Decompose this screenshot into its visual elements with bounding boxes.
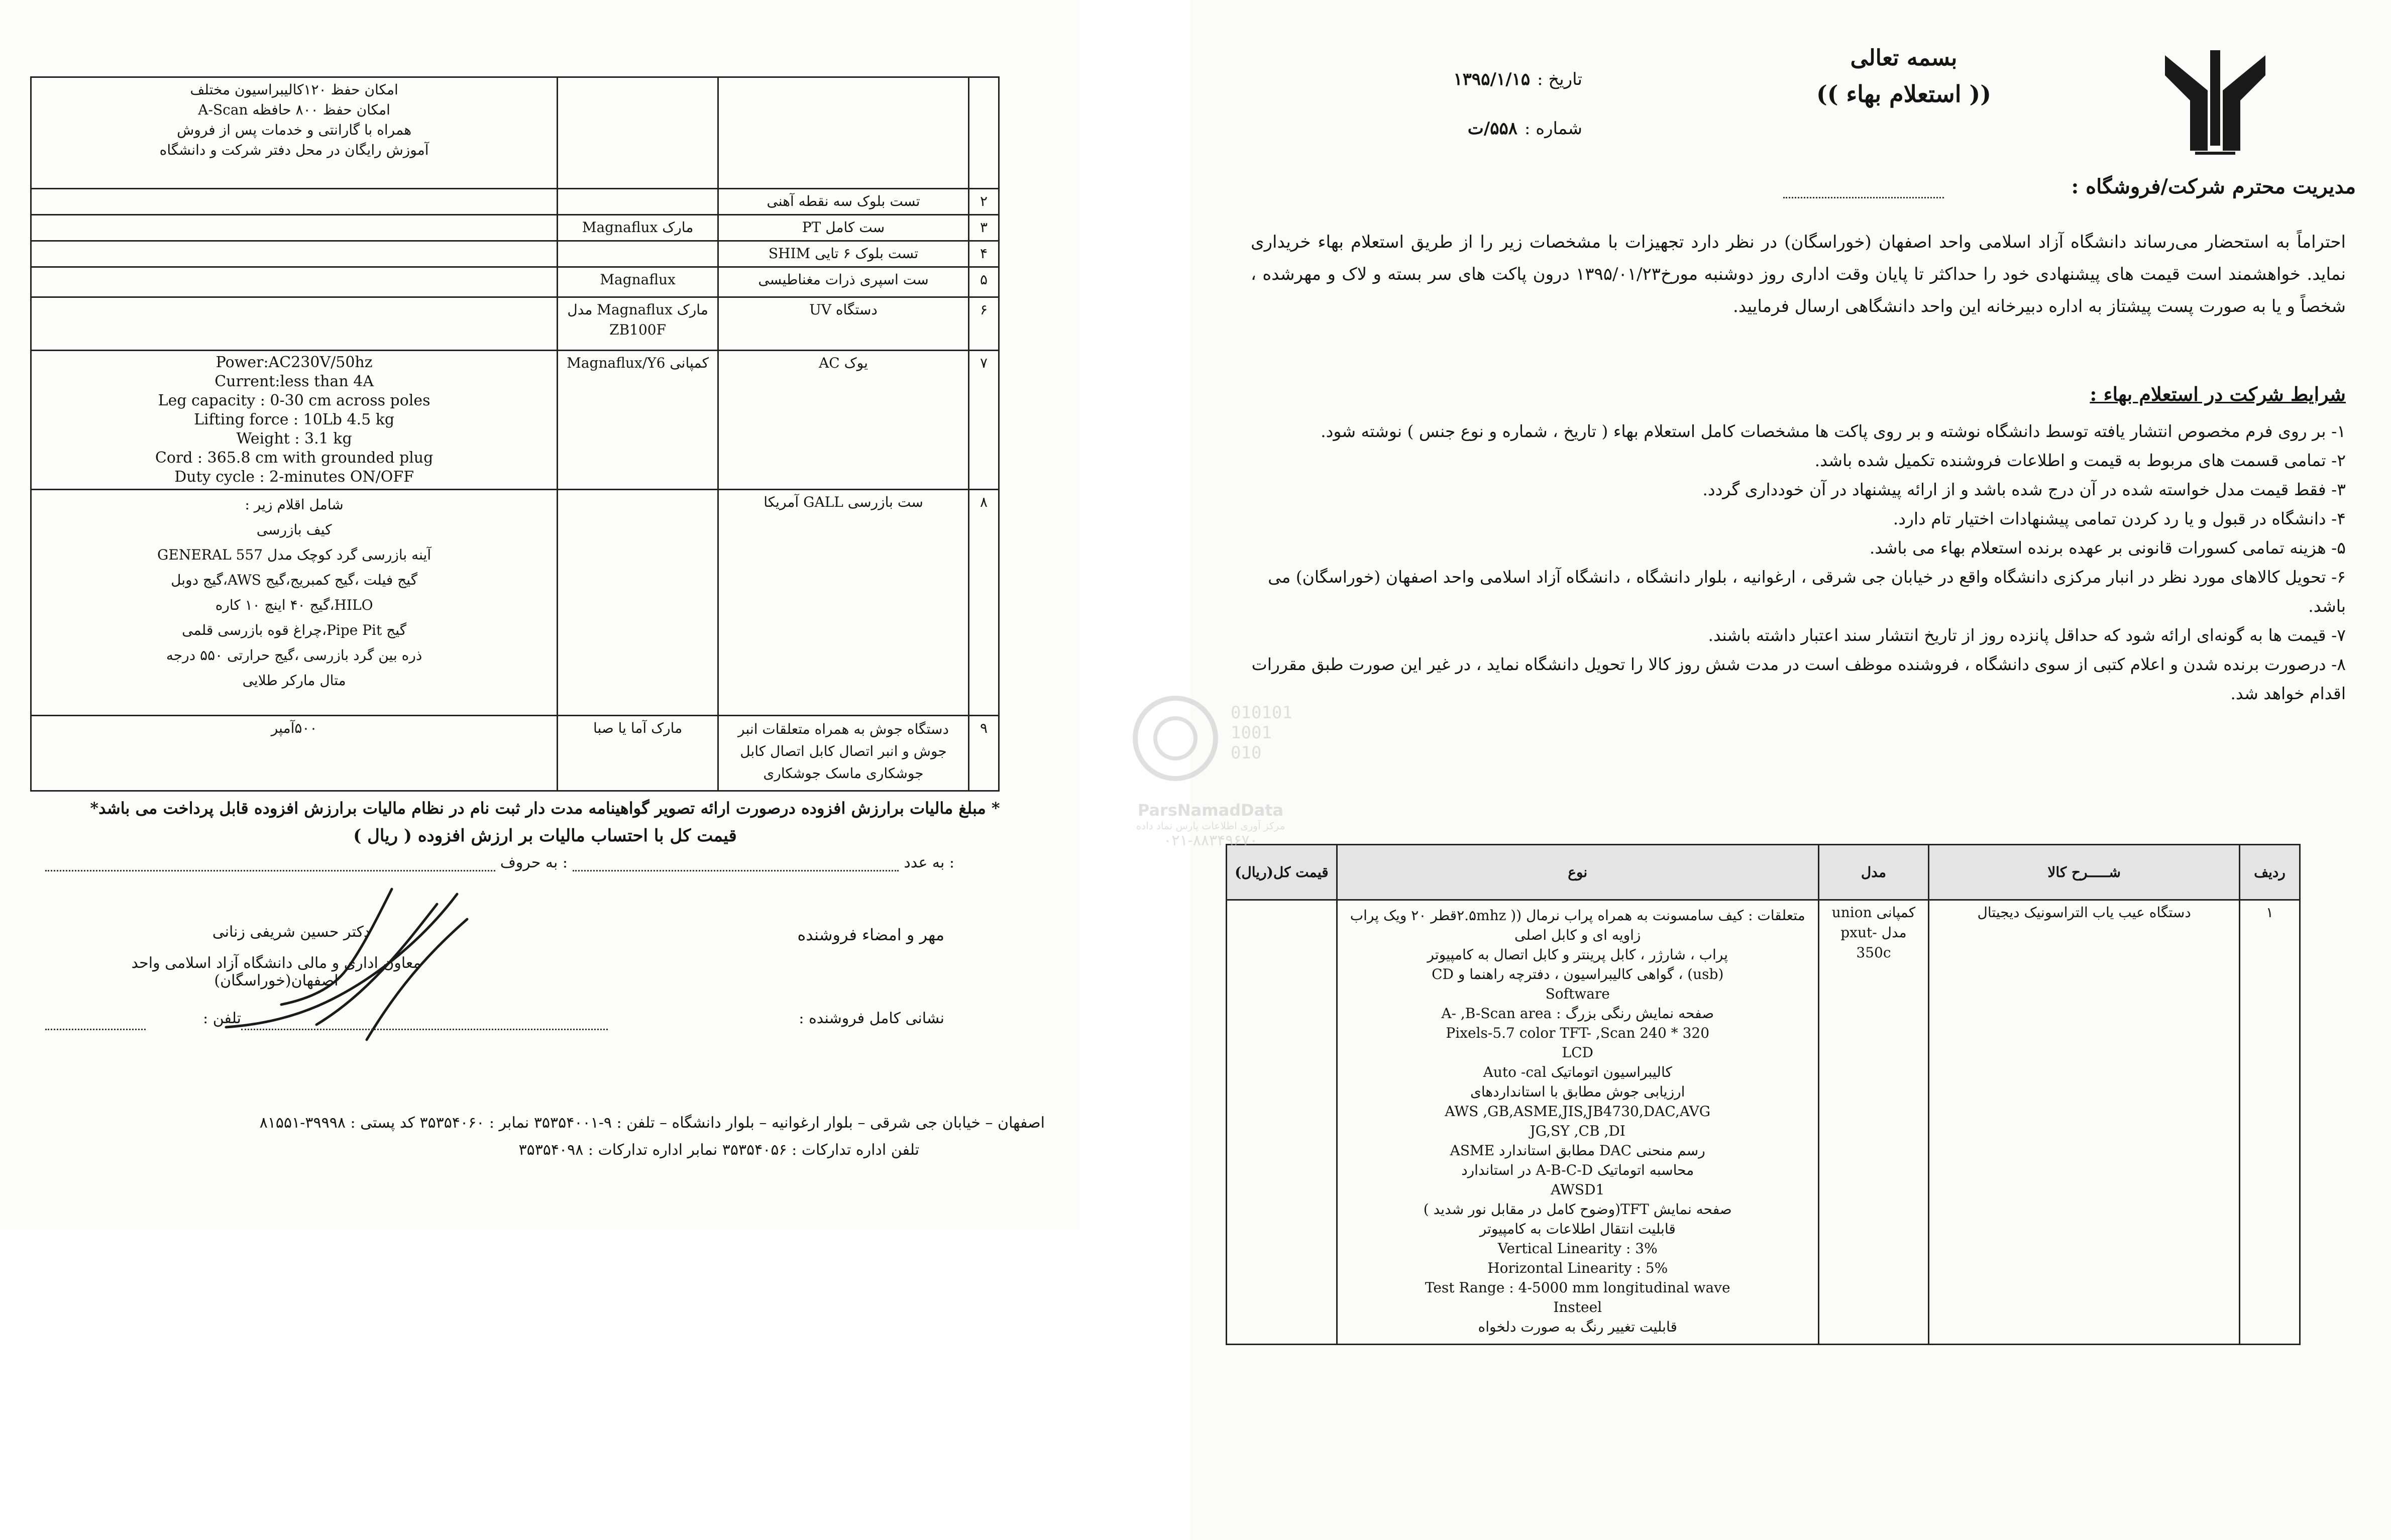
spec-line: ۵۰۰آمپر — [271, 720, 317, 736]
number-value: ۵۵۸/ت — [1467, 119, 1517, 139]
spec-line: Insteel — [1553, 1299, 1602, 1315]
spec-line: ذره بین گرد بازرسی ،گیج حرارتی ۵۵۰ درجه — [166, 647, 422, 664]
signer-title: معاون اداری و مالی دانشگاه آزاد اسلامی واحد اصفهان(خوراسگان) — [131, 954, 421, 989]
table-row — [31, 215, 999, 241]
amount-by-number — [573, 854, 954, 871]
university-logo — [2160, 45, 2270, 161]
left-page — [0, 0, 1080, 1231]
svg-text:010101: 010101 — [1231, 703, 1292, 723]
item-name: ست کامل PT — [718, 215, 968, 241]
spec-line: HILO،گیج ۴۰ اینچ ۱۰ کاره — [215, 597, 373, 613]
condition-item: ۵- هزینه تمامی کسورات قانونی بر عهده برنده استعلام بهاء می باشد. — [1869, 538, 2346, 558]
spec-line: Power:AC230V/50hz — [215, 354, 373, 371]
by-number-label: : به عدد — [904, 854, 954, 871]
item-brand — [558, 189, 718, 215]
spec-line: JG,SY ,CB ,DI — [1530, 1123, 1625, 1139]
intro-paragraph: احتراماً به استحضار می‌رساند دانشگاه آزاد اسلامی واحد اصفهان (خوراسگان) در نظر دارد تجهیزات با مشخصات زیر را از طریق استعلام بهاء خریداری نماید. خواهشمند است قیمت های پیشنهادی خود را حداکثر تا پایان وقت اداری روز دوشنبه مورخ۱۳۹۵/۰۱/۲۳ درون پاکت های سر بسته و لاک و مهرشده ، شخصاً و یا به صورت پست پیشتاز به اداره دبیرخانه این واحد دانشگاهی ارسال فرمایید. — [1251, 232, 2346, 316]
item-description: دستگاه عیب یاب التراسونیک دیجیتال — [1929, 900, 2240, 1345]
table-row — [31, 267, 999, 297]
spec-line: آموزش رایگان در محل دفتر شرکت و دانشگاه — [159, 142, 429, 158]
item-name: ست بازرسی GALL آمریکا — [718, 490, 968, 716]
row-number: ۶ — [969, 297, 999, 351]
item-spec — [31, 77, 558, 189]
table-row — [31, 189, 999, 215]
condition-item: ۴- دانشگاه در قبول و یا رد کردن تمامی پیشنهادات اختیار تام دارد. — [1893, 509, 2346, 528]
spec-line: 320 * 240 Pixels-5.7 color TFT- ,Scan — [1446, 1025, 1710, 1041]
row-number: ۵ — [969, 267, 999, 297]
items-table-continued — [30, 76, 1000, 792]
spec-line: Vertical Linearity : 3% — [1497, 1240, 1658, 1257]
spec-line: شامل اقلام زیر : — [245, 496, 344, 513]
date-field — [1301, 69, 1582, 89]
item-brand: مارک آما یا صبا — [558, 716, 718, 791]
spec-line: AWSD1 — [1551, 1181, 1605, 1198]
spec-line: Duty cycle : 2-minutes ON/OFF — [174, 468, 414, 486]
row-number: ۳ — [969, 215, 999, 241]
header-row-number: ردیف — [2240, 845, 2300, 900]
condition-item: ۳- فقط قیمت مدل خواسته شده در آن درج شده باشد و از ارائه پیشنهاد در آن خودداری گردد. — [1702, 480, 2346, 499]
item-spec — [31, 297, 558, 351]
header-price: قیمت کل(ریال) — [1227, 845, 1337, 900]
header-type: نوع — [1337, 845, 1818, 900]
item-name: تست بلوک ۶ تایی SHIM — [718, 241, 968, 267]
right-page — [1136, 0, 2391, 1540]
seller-address-line — [241, 1029, 608, 1030]
item-spec — [31, 351, 558, 490]
item-name: دستگاه جوش به همراه متعلقات انبر جوش و انبر اتصال کابل اتصال کابل جوشکاری ماسک جوشکاری — [718, 716, 968, 791]
spec-line: کیف بازرسی — [256, 521, 332, 538]
item-spec — [31, 215, 558, 241]
conditions-list — [1251, 417, 2346, 708]
watermark-flower-icon — [1115, 683, 1306, 799]
table-row — [1227, 900, 2300, 1345]
date-label: تاریخ : — [1537, 69, 1582, 89]
conditions-title: شرایط شرکت در استعلام بهاء : — [2090, 383, 2346, 405]
seller-sign-label: مهر و امضاء فروشنده — [797, 925, 944, 944]
table-row — [31, 241, 999, 267]
spec-line: محاسبه اتوماتیک A-B-C-D در استاندارد — [1461, 1162, 1694, 1178]
condition-item: ۷- قیمت ها به گونه‌ای ارائه شود که حداقل پانزده روز از تاریخ انتشار سند اعتبار داشته باشند. — [1708, 625, 2346, 645]
bismillah: بسمه تعالی — [1850, 45, 1958, 71]
item-brand: Magnaflux — [558, 267, 718, 297]
row-number: ۴ — [969, 241, 999, 267]
row-number: ۷ — [969, 351, 999, 490]
table-row — [31, 490, 999, 716]
number-field — [1301, 119, 1582, 139]
header-description: شـــــرح کالا — [1929, 845, 2240, 900]
condition-item: ۶- تحویل کالاهای مورد نظر در انبار مرکزی دانشگاه واقع در خیابان جی شرقی ، ارغوانیه ، بلوار دانشگاه ، دانشگاه آزاد اسلامی واحد اصفهان (خوراسگان) می باشد. — [1268, 567, 2346, 616]
spec-line: همراه با گارانتی و خدمات پس از فروش — [177, 122, 412, 138]
item-spec — [31, 716, 558, 791]
spec-line: Horizontal Linearity : 5% — [1487, 1260, 1668, 1276]
condition-item: ۱- بر روی فرم مخصوص انتشار یافته توسط دانشگاه نوشته و بر روی پاکت ها مشخصات کامل استعلام بهاء ( تاریخ ، شماره و نوع جنس ) نوشته شود. — [1321, 421, 2346, 441]
spec-line: متال مارکر طلایی — [242, 672, 346, 689]
row-number: ۸ — [969, 490, 999, 716]
item-spec — [31, 241, 558, 267]
svg-text:010: 010 — [1231, 743, 1262, 763]
item-type-spec — [1337, 900, 1818, 1345]
items-table — [1226, 844, 2301, 1345]
date-value: ۱۳۹۵/۱/۱۵ — [1453, 69, 1531, 89]
spec-line: Current:less than 4A — [214, 373, 374, 390]
item-brand: مارک Magnaflux — [558, 215, 718, 241]
spec-line: صفحه نمایش رنگی بزرگ : A- ,B-Scan area — [1441, 1005, 1714, 1022]
spec-line: Test Range : 4-5000 mm longitudinal wave — [1425, 1279, 1730, 1296]
table-header-row — [1227, 845, 2300, 900]
salutation-line — [1783, 197, 1944, 198]
spec-line: Lifting force : 10Lb 4.5 kg — [194, 411, 395, 428]
item-brand: مارک Magnaflux مدل ZB100F — [558, 297, 718, 351]
spec-line: Cord : 365.8 cm with grounded plug — [155, 449, 433, 467]
spec-line: متعلقات : کیف سامسونت به همراه پراب نرمال (( ۲.۵mhzقطر ۲۰ ویک پراب زاویه ای و کابل اصلی — [1350, 907, 1805, 943]
handwritten-signature — [166, 874, 487, 1055]
seller-address-label: نشانی کامل فروشنده : — [799, 1010, 944, 1027]
row-number: ۹ — [969, 716, 999, 791]
row-number — [969, 77, 999, 189]
by-letter-line — [45, 854, 495, 871]
watermark-stamp — [1115, 683, 1306, 854]
svg-text:1001: 1001 — [1231, 723, 1272, 743]
spec-line: امکان حفظ ۱۲۰کالیبراسیون مختلف — [190, 81, 398, 98]
footer-address: اصفهان – خیابان جی شرقی – بلوار ارغوانیه – بلوار دانشگاه – تلفن : ۹-۳۵۳۵۴۰۰۱ نمابر : ۳۵۳۵۴۰۶۰ کد پستی : ۳۹۹۹۸-۸۱۵۵۱ — [259, 1114, 1045, 1132]
watermark-phone: ۰۲۱-۸۸۳۴۹۶۷۰ — [1163, 832, 1258, 849]
item-name — [718, 77, 968, 189]
seller-phone-label: تلفن : — [203, 1010, 241, 1027]
table-row — [31, 297, 999, 351]
item-brand — [558, 490, 718, 716]
spec-line: کالیبراسیون اتوماتیک Auto -cal — [1483, 1064, 1672, 1080]
item-name: تست بلوک سه نقطه آهنی — [718, 189, 968, 215]
footer-procurement: تلفن اداره تدارکات : ۳۵۳۵۴۰۵۶ نمابر اداره تدارکات : ۳۵۳۵۴۰۹۸ — [518, 1141, 919, 1159]
spec-line: LCD — [1562, 1044, 1593, 1061]
spec-line: Software — [1545, 985, 1610, 1002]
condition-item: ۸- درصورت برنده شدن و اعلام کتبی از سوی دانشگاه ، فروشنده موظف است در مدت شش روز کالا را تحویل دانشگاه نماید ، در غیر این صورت طبق مقررات اقدام خواهد شد. — [1251, 654, 2346, 703]
item-brand — [558, 241, 718, 267]
vat-note: * مبلغ مالیات برارزش افزوده درصورت ارائه تصویر گواهینامه مدت دار ثبت نام در نظام مالیات برارزش افزوده قابل پرداخت می باشد* — [90, 799, 1000, 818]
table-row — [31, 77, 999, 189]
seller-phone-line — [45, 1029, 146, 1030]
spec-line: پراب ، شارژر ، کابل پرینتر و کابل اتصال به کامپیوتر — [1427, 946, 1728, 963]
spec-line: ارزیابی جوش مطابق با استانداردهای — [1470, 1083, 1685, 1100]
spec-line: صفحه نمایش TFT(وضوح کامل در مقابل نور شدید ) — [1423, 1201, 1732, 1218]
row-number: ۲ — [969, 189, 999, 215]
table-row — [31, 351, 999, 490]
spec-line: (usb) ، گواهی کالیبراسیون ، دفترچه راهنما و CD — [1432, 966, 1724, 982]
spec-line: قابلیت تغییر رنگ به صورت دلخواه — [1478, 1318, 1677, 1335]
spec-line: آینه بازرسی گرد کوچک مدل GENERAL 557 — [157, 546, 431, 563]
item-spec — [31, 189, 558, 215]
item-name: ست اسپری ذرات مغناطیسی — [718, 267, 968, 297]
item-name: یوک AC — [718, 351, 968, 490]
item-number: ۱ — [2240, 900, 2300, 1345]
header-model: مدل — [1818, 845, 1929, 900]
spec-line: رسم منحنی DAC مطابق استاندارد ASME — [1450, 1142, 1705, 1159]
spec-line: Leg capacity : 0-30 cm across poles — [158, 392, 430, 409]
watermark-subtitle: مرکز آوری اطلاعات پارس نماد داده — [1136, 820, 1285, 832]
spec-line: قابلیت انتقال اطلاعات به کامپیوتر — [1479, 1221, 1676, 1237]
table-row — [31, 716, 999, 791]
item-spec — [31, 490, 558, 716]
by-number-line — [573, 854, 899, 871]
item-model: کمپانی union مدل pxut-350c — [1818, 900, 1929, 1345]
doc-title: (( استعلام بهاء )) — [1816, 80, 1992, 107]
item-price — [1227, 900, 1337, 1345]
amount-by-letter — [45, 854, 568, 871]
salutation: مدیریت محترم شرکت/فروشگاه : — [2071, 175, 2356, 198]
spec-line: گیج Pipe Pit،چراغ قوه بازرسی قلمی — [182, 622, 407, 638]
watermark-name: ParsNamadData — [1137, 801, 1284, 820]
spec-line: گیج فیلت ،گیج کمبریج،گیج AWS،گیج دوبل — [171, 572, 418, 588]
by-letter-label: : به حروف — [500, 854, 568, 871]
spec-line: امکان حفظ ۸۰۰ حافظه A-Scan — [198, 101, 390, 118]
item-brand — [558, 77, 718, 189]
signer-name: دکتر حسین شریفی زنانی — [212, 923, 371, 941]
condition-item: ۲- تمامی قسمت های مربوط به قیمت و اطلاعات فروشنده تکمیل شده باشد. — [1814, 451, 2346, 470]
total-label: قیمت کل با احتساب مالیات بر ارزش افزوده ( ریال ) — [353, 826, 737, 846]
item-brand: کمپانی Magnaflux/Y6 — [558, 351, 718, 490]
item-spec — [31, 267, 558, 297]
item-name: دستگاه UV — [718, 297, 968, 351]
number-label: شماره : — [1525, 119, 1582, 139]
spec-line: Weight : 3.1 kg — [236, 430, 352, 448]
spec-line: AWS ,GB,ASME,JIS,JB4730,DAC,AVG — [1445, 1103, 1711, 1120]
